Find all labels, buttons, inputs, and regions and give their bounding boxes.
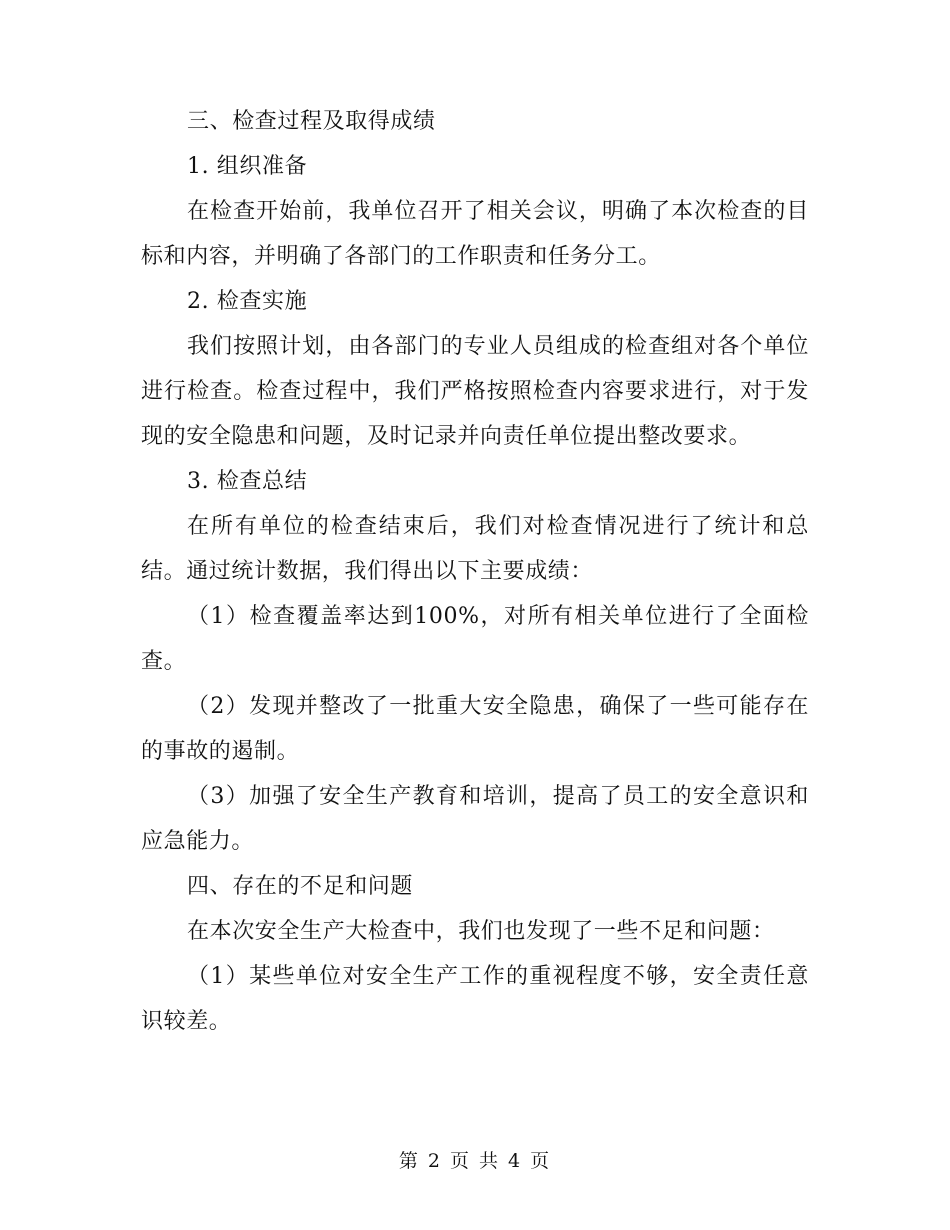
subheading-organize: 1. 组织准备: [187, 154, 308, 179]
paragraph-problems-intro: 在本次安全生产大检查中，我们也发现了一些不足和问题：: [187, 919, 775, 944]
page-footer: 第 2 页 共 4 页: [398, 1150, 552, 1172]
paragraph-organize: 在检查开始前，我单位召开了相关会议，明确了本次检查的目标和内容，并明确了各部门的工作职责和任务分工。: [141, 199, 809, 269]
subheading-implement: 2. 检查实施: [187, 289, 308, 314]
paragraph-implement: 我们按照计划，由各部门的专业人员组成的检查组对各个单位进行检查。检查过程中，我们严格按照检查内容要求进行，对于发现的安全隐患和问题，及时记录并向责任单位提出整改要求。: [141, 334, 809, 449]
list-item-achievement-3: （3）加强了安全生产教育和培训，提高了员工的安全意识和应急能力。: [141, 784, 809, 854]
subheading-summary: 3. 检查总结: [187, 469, 308, 494]
paragraph-summary: 在所有单位的检查结束后，我们对检查情况进行了统计和总结。通过统计数据，我们得出以下主要成绩：: [141, 514, 809, 584]
list-item-problem-1: （1）某些单位对安全生产工作的重视程度不够，安全责任意识较差。: [141, 964, 809, 1034]
list-item-achievement-1: （1）检查覆盖率达到100%，对所有相关单位进行了全面检查。: [141, 604, 809, 674]
list-item-achievement-2: （2）发现并整改了一批重大安全隐患，确保了一些可能存在的事故的遏制。: [141, 694, 809, 764]
document-body: [141, 99, 809, 1044]
section-heading-3: 三、检查过程及取得成绩: [187, 109, 436, 134]
section-heading-4: 四、存在的不足和问题: [187, 874, 414, 899]
